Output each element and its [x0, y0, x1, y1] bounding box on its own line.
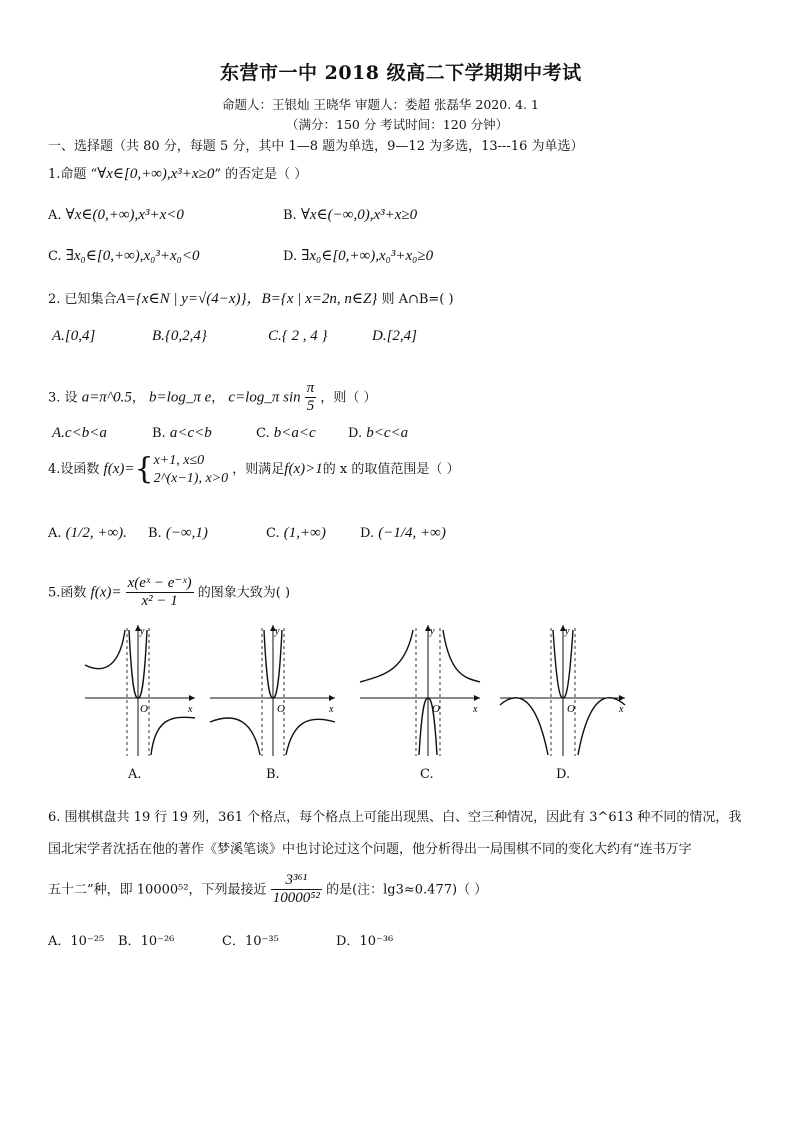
svg-text:y: y: [430, 626, 435, 637]
svg-text:x: x: [619, 704, 624, 715]
question-6-line1: 6. 围棋棋盘共 19 行 19 列，361 个格点，每个格点上可能出现黑、白、空三种情况，因此有 3^613 种不同的情况，我: [48, 810, 742, 825]
svg-text:x: x: [473, 704, 478, 715]
q5-graph-b[interactable]: [205, 620, 340, 760]
q4-option-b[interactable]: B. (−∞,1): [148, 525, 208, 541]
question-2-stem: 2. 已知集合A={x∈N | y=√(4−x)}，B={x | x=2n, n∈Z} 则 A∩B=( ): [48, 291, 454, 307]
q6-fraction: $\frac{\text{3³⁶¹}}{\text{10000⁵²}}$: [272, 872, 320, 907]
q2-option-a[interactable]: A.[0,4]: [52, 328, 96, 344]
q2-option-d[interactable]: D.[2,4]: [372, 328, 418, 344]
q3-option-a[interactable]: A.c<b<a: [52, 425, 107, 441]
exam-authors: 命题人：王银灿 王晓华 审题人：娄超 张磊华 2020. 4. 1: [222, 97, 540, 112]
question-3-stem: 3. 设 a=π^0.5， b=log_π e， c=log_π sin $\frac{\pi}{5}$ ，则（ ）: [48, 380, 377, 415]
svg-text:x: x: [329, 704, 334, 715]
q1-option-d[interactable]: D. ∃x₀∈[0,+∞),x₀³+x₀≥0: [283, 248, 434, 264]
svg-text:x: x: [188, 704, 193, 715]
q5-label-a: A.: [128, 767, 142, 782]
q5-graph-a[interactable]: [80, 620, 200, 760]
q5-fraction: $\frac{\text{x(eˣ − e⁻ˣ)}}{\text{x² − 1}}$: [127, 575, 192, 610]
exam-info: （满分：150 分 考试时间：120 分钟）: [286, 117, 509, 132]
question-6-line3: 五十二”种，即 10000⁵²，下列最接近 $\frac{\text{3³⁶¹}}{\text{10000⁵²}}$ 的是(注：lg3≈0.477)（ ）: [48, 872, 488, 907]
svg-text:O: O: [567, 703, 575, 715]
svg-text:O: O: [432, 703, 440, 715]
q3-fraction: $\frac{\pi}{5}$: [306, 380, 315, 415]
q3-option-c[interactable]: C. b<a<c: [256, 425, 316, 441]
question-6-line2: 国北宋学者沈括在他的著作《梦溪笔谈》中也讨论过这个问题，他分析得出一局围棋不同的变化大约有“连书万字: [48, 842, 692, 857]
q5-graph-d[interactable]: [495, 620, 630, 760]
question-5-stem: 5.函数 f(x)= $\frac{\text{x(eˣ − e⁻ˣ)}}{\text{x² − 1}}$ 的图象大致为( ): [48, 575, 291, 610]
q2-option-c[interactable]: C.{ 2 , 4 }: [268, 328, 328, 344]
q3-option-b[interactable]: B. a<c<b: [152, 425, 212, 441]
q6-option-b[interactable]: B．10⁻²⁶: [118, 934, 175, 949]
question-1-stem: 1.命题 “∀x∈[0,+∞),x³+x≥0” 的否定是（ ）: [48, 166, 308, 182]
q2-option-b[interactable]: B.{0,2,4}: [152, 328, 207, 344]
svg-text:O: O: [277, 703, 285, 715]
q5-label-d: D.: [556, 767, 571, 782]
q1-option-b[interactable]: B. ∀x∈(−∞,0),x³+x≥0: [283, 207, 418, 223]
svg-text:y: y: [140, 626, 145, 637]
q4-option-c[interactable]: C. (1,+∞): [266, 525, 326, 541]
q1-option-c[interactable]: C. ∃x₀∈[0,+∞),x₀³+x₀<0: [48, 248, 200, 264]
page-title: 东营市一中 2018 级高二下学期期中考试: [220, 62, 582, 84]
q4-option-a[interactable]: A. (1/2, +∞).: [48, 525, 127, 541]
q5-label-b: B.: [266, 767, 280, 782]
svg-text:y: y: [565, 626, 570, 637]
q6-option-c[interactable]: C．10⁻³⁵: [222, 934, 279, 949]
q6-option-a[interactable]: A．10⁻²⁵: [48, 934, 105, 949]
q4-option-d[interactable]: D. (−1/4, +∞): [360, 525, 446, 541]
q5-label-c: C.: [420, 767, 434, 782]
piecewise-cases: x+1, x≤0 2^(x−1), x>0: [153, 453, 229, 486]
question-4-stem: 4.设函数 f(x)={ x+1, x≤0 2^(x−1), x>0 ，则满足f(x)>1的 x 的取值范围是（ ）: [48, 451, 460, 487]
svg-text:y: y: [275, 626, 280, 637]
q3-option-d[interactable]: D. b<c<a: [348, 425, 409, 441]
q1-option-a[interactable]: A. ∀x∈(0,+∞),x³+x<0: [48, 207, 184, 223]
q6-option-d[interactable]: D．10⁻³⁶: [336, 934, 394, 949]
section-heading: 一、选择题（共 80 分，每题 5 分，其中 1—8 题为单选，9—12 为多选，13---16 为单选）: [48, 139, 584, 154]
q5-graph-c[interactable]: [355, 620, 485, 760]
svg-text:O: O: [140, 703, 148, 715]
